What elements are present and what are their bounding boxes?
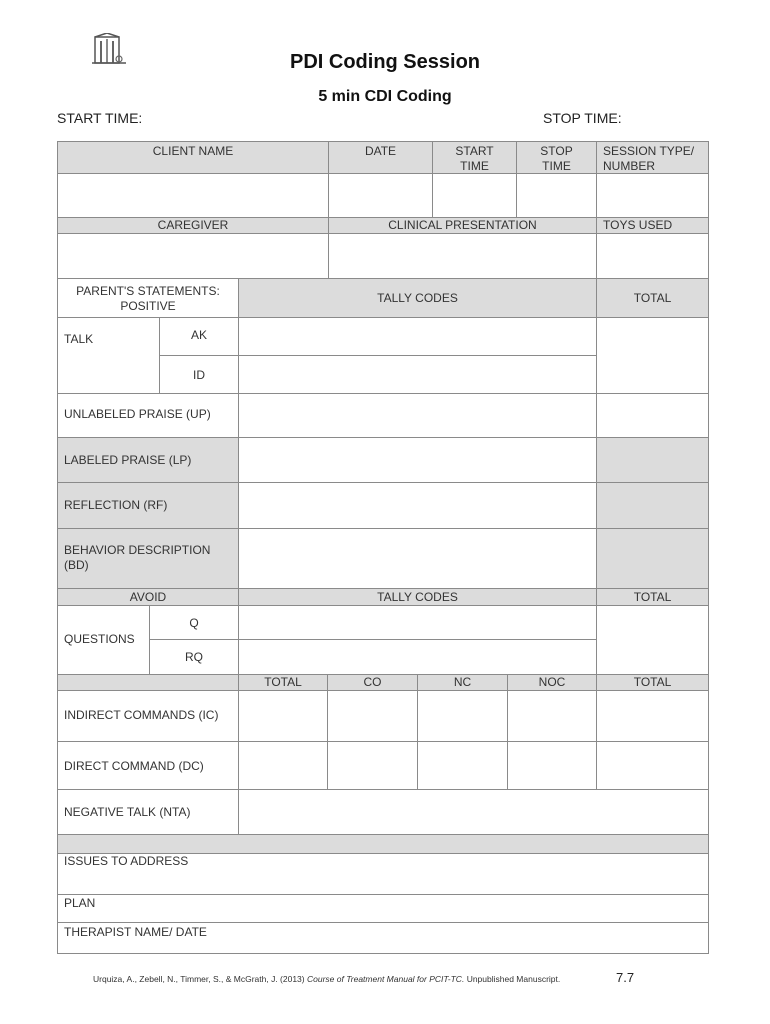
ak-label: AK <box>159 317 239 356</box>
toys-used-field[interactable] <box>596 233 709 279</box>
nc-header: NC <box>417 674 508 691</box>
citation-note: Unpublished Manuscript. <box>466 974 561 984</box>
avoid-header: AVOID <box>57 588 239 606</box>
commands-total-header: TOTAL <box>238 674 328 691</box>
toys-used-header: TOYS USED <box>596 217 709 234</box>
direct-noc-field[interactable] <box>507 741 597 790</box>
parents-statements-header: PARENT'S STATEMENTS: POSITIVE <box>57 278 239 318</box>
unlabeled-praise-tally-field[interactable] <box>238 393 597 438</box>
noc-header: NOC <box>507 674 597 691</box>
q-tally-field[interactable] <box>238 605 597 640</box>
direct-total-field[interactable] <box>238 741 328 790</box>
questions-total-field[interactable] <box>596 605 709 675</box>
start-time-label: START TIME: <box>57 110 143 126</box>
behavior-description-label: BEHAVIOR DESCRIPTION (BD) <box>57 528 239 589</box>
date-field[interactable] <box>328 173 433 218</box>
total-header: TOTAL <box>596 278 709 318</box>
q-label: Q <box>149 605 239 640</box>
tally-codes-header: TALLY CODES <box>238 278 597 318</box>
indirect-commands-label: INDIRECT COMMANDS (IC) <box>57 690 239 742</box>
id-label: ID <box>159 355 239 394</box>
behavior-description-total-field[interactable] <box>596 528 709 589</box>
avoid-total-header: TOTAL <box>596 588 709 606</box>
citation <box>93 974 560 984</box>
shaded-separator <box>57 834 709 854</box>
labeled-praise-tally-field[interactable] <box>238 437 597 483</box>
commands-total2-header: TOTAL <box>596 674 709 691</box>
direct-co-field[interactable] <box>327 741 418 790</box>
indirect-nc-field[interactable] <box>417 690 508 742</box>
indirect-total-field[interactable] <box>238 690 328 742</box>
indirect-noc-field[interactable] <box>507 690 597 742</box>
issues-to-address-field[interactable] <box>57 853 709 895</box>
id-tally-field[interactable] <box>238 355 597 394</box>
plan-label: PLAN <box>64 896 96 910</box>
talk-label: TALK <box>57 317 160 394</box>
citation-book: Course of Treatment Manual for PCIT-TC. <box>307 974 465 984</box>
session-type-header: SESSION TYPE/ NUMBER <box>596 141 709 174</box>
clinical-presentation-header: CLINICAL PRESENTATION <box>328 217 597 234</box>
plan-field[interactable] <box>57 894 709 923</box>
session-type-field[interactable] <box>596 173 709 218</box>
issues-to-address-label: ISSUES TO ADDRESS <box>64 854 189 868</box>
indirect-total2-field[interactable] <box>596 690 709 742</box>
page-number: 7.7 <box>616 970 635 985</box>
avoid-tally-codes-header: TALLY CODES <box>238 588 597 606</box>
reflection-label: REFLECTION (RF) <box>57 482 239 529</box>
stop-time-header: STOP TIME <box>516 141 597 174</box>
rq-label: RQ <box>149 639 239 675</box>
clinical-presentation-field[interactable] <box>328 233 597 279</box>
client-name-field[interactable] <box>57 173 329 218</box>
therapist-name-date-field[interactable] <box>57 922 709 954</box>
labeled-praise-label: LABELED PRAISE (LP) <box>57 437 239 483</box>
behavior-description-tally-field[interactable] <box>238 528 597 589</box>
direct-total2-field[interactable] <box>596 741 709 790</box>
page-title: PDI Coding Session <box>289 51 481 73</box>
date-header: DATE <box>328 141 433 174</box>
therapist-name-date-label: THERAPIST NAME/ DATE <box>64 925 207 939</box>
caregiver-field[interactable] <box>57 233 329 279</box>
negative-talk-field[interactable] <box>238 789 709 835</box>
rq-tally-field[interactable] <box>238 639 597 675</box>
ak-tally-field[interactable] <box>238 317 597 356</box>
commands-header-blank <box>57 674 239 691</box>
client-name-header: CLIENT NAME <box>57 141 329 174</box>
citation-authors: Urquiza, A., Zebell, N., Timmer, S., & McGrath, J. (2013) <box>93 974 305 984</box>
start-time-field[interactable] <box>432 173 517 218</box>
unlabeled-praise-label: UNLABELED PRAISE (UP) <box>57 393 239 438</box>
indirect-co-field[interactable] <box>327 690 418 742</box>
direct-nc-field[interactable] <box>417 741 508 790</box>
reflection-total-field[interactable] <box>596 482 709 529</box>
stop-time-field[interactable] <box>516 173 597 218</box>
unlabeled-praise-total-field[interactable] <box>596 393 709 438</box>
start-time-header: START TIME <box>432 141 517 174</box>
caregiver-header: CAREGIVER <box>57 217 329 234</box>
labeled-praise-total-field[interactable] <box>596 437 709 483</box>
page-subtitle: 5 min CDI Coding <box>318 88 452 105</box>
stop-time-label: STOP TIME: <box>543 110 622 126</box>
reflection-tally-field[interactable] <box>238 482 597 529</box>
direct-command-label: DIRECT COMMAND (DC) <box>57 741 239 790</box>
negative-talk-label: NEGATIVE TALK (NTA) <box>57 789 239 835</box>
talk-total-field[interactable] <box>596 317 709 394</box>
co-header: CO <box>327 674 418 691</box>
questions-label: QUESTIONS <box>57 605 150 675</box>
